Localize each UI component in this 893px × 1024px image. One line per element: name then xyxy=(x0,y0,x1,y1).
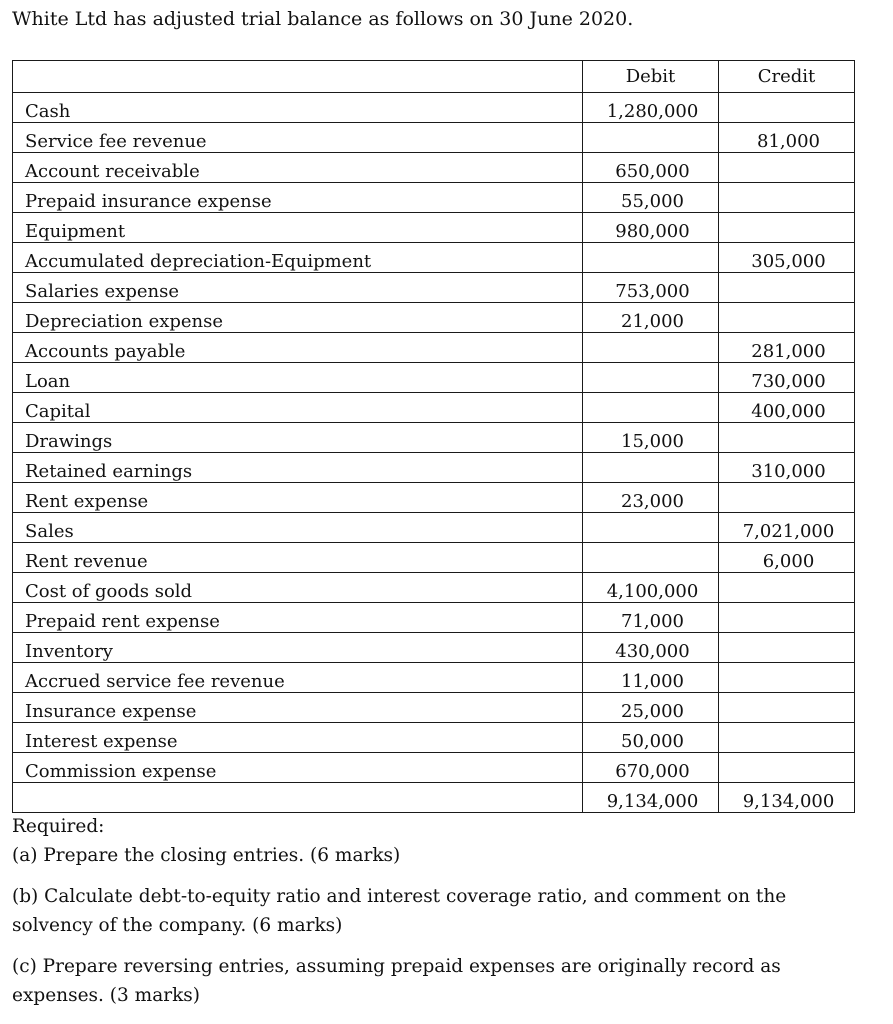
table-row xyxy=(13,183,855,213)
credit-cell xyxy=(719,483,855,513)
credit-cell xyxy=(719,423,855,453)
totals-row xyxy=(13,783,855,813)
credit-cell xyxy=(719,93,855,123)
debit-cell: 71,000 xyxy=(583,603,719,633)
credit-cell: 81,000 xyxy=(719,123,855,153)
debit-cell: 670,000 xyxy=(583,753,719,783)
table-row xyxy=(13,153,855,183)
total-credit-cell: 9,134,000 xyxy=(719,783,855,813)
table-row xyxy=(13,213,855,243)
credit-cell: 281,000 xyxy=(719,333,855,363)
table-row xyxy=(13,633,855,663)
debit-cell xyxy=(583,363,719,393)
credit-cell xyxy=(719,603,855,633)
credit-cell xyxy=(719,753,855,783)
debit-cell: 753,000 xyxy=(583,273,719,303)
debit-cell: 21,000 xyxy=(583,303,719,333)
table-row xyxy=(13,723,855,753)
account-cell: Inventory xyxy=(13,633,583,663)
debit-cell xyxy=(583,333,719,363)
credit-cell: 730,000 xyxy=(719,363,855,393)
credit-cell xyxy=(719,693,855,723)
credit-cell: 7,021,000 xyxy=(719,513,855,543)
table-row xyxy=(13,333,855,363)
account-cell: Commission expense xyxy=(13,753,583,783)
table-row xyxy=(13,513,855,543)
table-row xyxy=(13,693,855,723)
account-cell: Depreciation expense xyxy=(13,303,583,333)
debit-cell xyxy=(583,123,719,153)
debit-cell: 1,280,000 xyxy=(583,93,719,123)
account-cell: Cost of goods sold xyxy=(13,573,583,603)
credit-cell xyxy=(719,573,855,603)
debit-cell xyxy=(583,243,719,273)
account-cell: Equipment xyxy=(13,213,583,243)
debit-cell: 25,000 xyxy=(583,693,719,723)
account-cell: Sales xyxy=(13,513,583,543)
table-row xyxy=(13,123,855,153)
credit-cell xyxy=(719,723,855,753)
account-cell: Capital xyxy=(13,393,583,423)
table-row xyxy=(13,393,855,423)
account-cell: Accumulated depreciation-Equipment xyxy=(13,243,583,273)
account-cell: Retained earnings xyxy=(13,453,583,483)
debit-column-header: Debit xyxy=(583,61,719,93)
debit-cell xyxy=(583,543,719,573)
account-column-header xyxy=(13,61,583,93)
credit-cell xyxy=(719,303,855,333)
table-row xyxy=(13,453,855,483)
credit-cell: 305,000 xyxy=(719,243,855,273)
debit-cell: 15,000 xyxy=(583,423,719,453)
credit-cell: 310,000 xyxy=(719,453,855,483)
table-row xyxy=(13,543,855,573)
debit-cell: 650,000 xyxy=(583,153,719,183)
required-heading: Required: xyxy=(12,816,105,837)
account-cell: Account receivable xyxy=(13,153,583,183)
credit-cell: 6,000 xyxy=(719,543,855,573)
required-part-a: (a) Prepare the closing entries. (6 marks) xyxy=(12,845,401,866)
table-row xyxy=(13,663,855,693)
required-section xyxy=(12,812,872,1010)
credit-cell xyxy=(719,633,855,663)
table-row xyxy=(13,303,855,333)
debit-cell: 23,000 xyxy=(583,483,719,513)
account-cell: Accounts payable xyxy=(13,333,583,363)
account-cell: Service fee revenue xyxy=(13,123,583,153)
account-cell: Insurance expense xyxy=(13,693,583,723)
debit-cell: 4,100,000 xyxy=(583,573,719,603)
table-row xyxy=(13,573,855,603)
account-cell: Prepaid rent expense xyxy=(13,603,583,633)
required-part-c: (c) Prepare reversing entries, assuming prepaid expenses are originally record as expenses. (3 marks) xyxy=(12,956,781,1006)
required-part-b: (b) Calculate debt-to-equity ratio and interest coverage ratio, and comment on the solvency of the company. (6 marks) xyxy=(12,886,787,936)
credit-cell xyxy=(719,213,855,243)
intro-text: White Ltd has adjusted trial balance as follows on 30 June 2020. xyxy=(12,8,634,30)
account-cell: Loan xyxy=(13,363,583,393)
account-cell: Rent expense xyxy=(13,483,583,513)
credit-cell xyxy=(719,273,855,303)
account-cell: Rent revenue xyxy=(13,543,583,573)
table-row xyxy=(13,423,855,453)
total-debit-cell: 9,134,000 xyxy=(583,783,719,813)
table-row xyxy=(13,483,855,513)
account-cell: Interest expense xyxy=(13,723,583,753)
account-cell: Salaries expense xyxy=(13,273,583,303)
debit-cell: 11,000 xyxy=(583,663,719,693)
debit-cell xyxy=(583,393,719,423)
table-row xyxy=(13,753,855,783)
debit-cell: 50,000 xyxy=(583,723,719,753)
debit-cell xyxy=(583,513,719,543)
debit-cell: 430,000 xyxy=(583,633,719,663)
credit-cell xyxy=(719,183,855,213)
debit-cell xyxy=(583,453,719,483)
account-cell: Drawings xyxy=(13,423,583,453)
debit-cell: 55,000 xyxy=(583,183,719,213)
account-cell: Prepaid insurance expense xyxy=(13,183,583,213)
credit-cell: 400,000 xyxy=(719,393,855,423)
trial-balance-table xyxy=(12,60,855,813)
table-row xyxy=(13,93,855,123)
debit-cell: 980,000 xyxy=(583,213,719,243)
table-header-row xyxy=(13,61,855,93)
table-row xyxy=(13,603,855,633)
account-cell: Accrued service fee revenue xyxy=(13,663,583,693)
account-cell: Cash xyxy=(13,93,583,123)
credit-cell xyxy=(719,153,855,183)
table-row xyxy=(13,363,855,393)
table-row xyxy=(13,243,855,273)
credit-column-header: Credit xyxy=(719,61,855,93)
credit-cell xyxy=(719,663,855,693)
totals-label-cell xyxy=(13,783,583,813)
table-row xyxy=(13,273,855,303)
